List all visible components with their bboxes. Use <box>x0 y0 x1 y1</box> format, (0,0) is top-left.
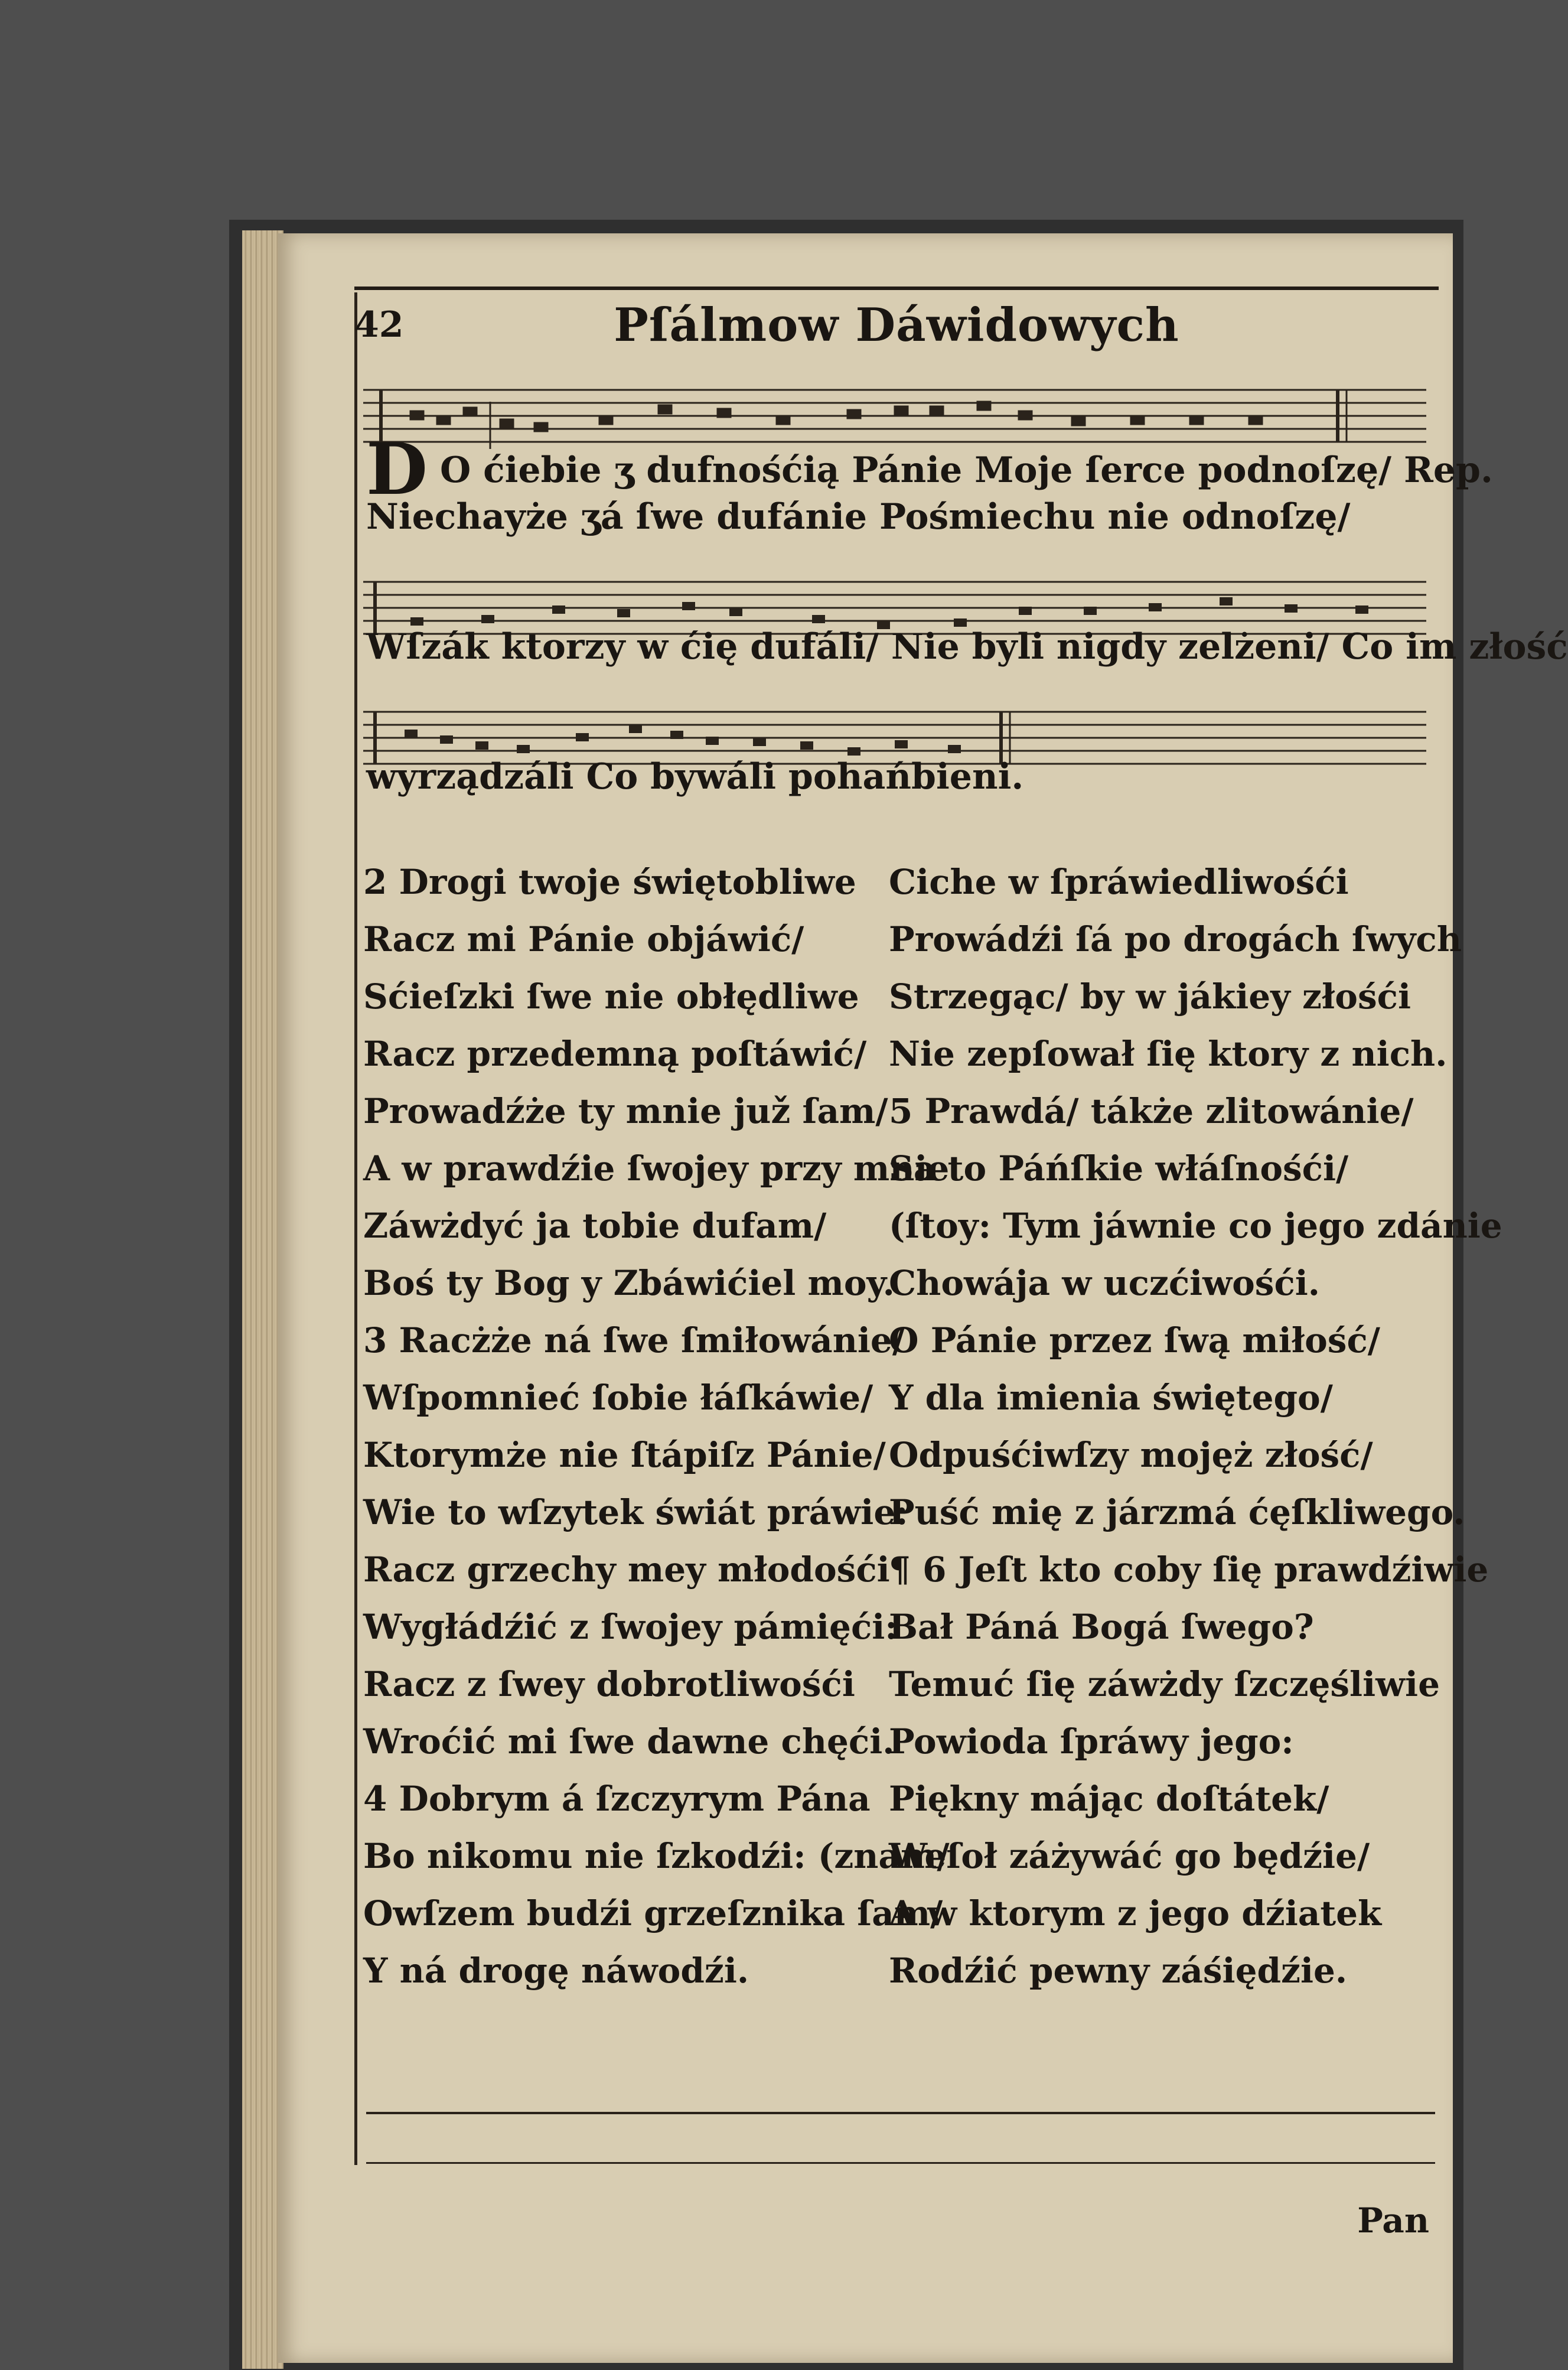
running-head <box>354 298 1439 363</box>
verse-line: Puść mię z járzmá ćęſkliwego. <box>889 1492 1465 1532</box>
verse-line: Y dla imienia świętego/ <box>889 1378 1333 1418</box>
decorated-initial: D <box>366 428 428 511</box>
verse-line: Bał Páná Bogá ſwego? <box>889 1607 1314 1647</box>
page-title: Pſálmow Dáwidowych <box>614 298 1179 352</box>
music-line-2: Niechayże ʒá ſwe dufánie Pośmiechu nie odnoſzę/ <box>366 496 1351 538</box>
bottom-rule-secondary <box>366 2162 1435 2164</box>
verse-line: Prowadźże ty mnie juž ſam/ <box>363 1091 888 1131</box>
verse-line: Owſzem budźi grzeſznika ſam/ <box>363 1893 943 1933</box>
verse-line: Nie zepſował ſię ktory z nich. <box>889 1034 1448 1074</box>
verse-line: Y ná drogę náwodźi. <box>363 1951 749 1991</box>
verse-line: O Pánie przez ſwą miłość/ <box>889 1320 1380 1360</box>
verse-line: ¶ 6 Jeſt kto coby ſię prawdźiwie <box>889 1549 1489 1590</box>
verse-line: Bo nikomu nie ſzkodźi: (znam/ <box>363 1836 950 1876</box>
bottom-rule <box>366 2112 1435 2114</box>
verse-line: 5 Prawdá/ tákże zlitowánie/ <box>889 1091 1414 1131</box>
catchword: Pan <box>1357 2200 1429 2241</box>
verse-line: Racz z ſwey dobrotliwośći <box>363 1664 855 1704</box>
refrain-mark: Rep. <box>1403 450 1493 491</box>
verse-line: Záwżdyć ja tobie dufam/ <box>363 1206 827 1246</box>
verse-line: Odpuśćiwſzy mojęż złość/ <box>889 1435 1373 1475</box>
verse-line: A w prawdźie ſwojey przy mnie <box>363 1148 950 1189</box>
verse-line: A w ktorym z jego dźiatek <box>889 1893 1382 1933</box>
page-number: 42 <box>354 304 404 346</box>
music-line-4: wyrządzáli Co bywáli pohańbieni. <box>366 756 1024 797</box>
verse-line: Ciche w ſpráwiedliwośći <box>889 862 1349 902</box>
header-rule <box>354 287 1439 290</box>
verse-line: Sćieſzki ſwe nie obłędliwe <box>363 976 859 1017</box>
verse-line: 4 Dobrym á ſzczyrym Pána <box>363 1779 871 1819</box>
verse-line: Chowája w uczćiwośći. <box>889 1263 1320 1303</box>
verse-line: Racz mi Pánie objáwić/ <box>363 919 804 959</box>
lyric-text-1: O ćiebie ʒ dufnośćią Pánie Moje ſerce podnoſzę/ <box>439 450 1392 491</box>
verse-line: Wygłádźić z ſwojey pámięći: <box>363 1607 898 1647</box>
music-line-1 <box>366 428 1493 511</box>
verse-line: Piękny májąc doſtátek/ <box>889 1779 1329 1819</box>
verse-line: Ktorymże nie ſtápiſz Pánie/ <box>363 1435 886 1475</box>
music-line-3: Wſzák ktorzy w ćię dufáli/ Nie byli nigdy zelżeni/ Co im złość <box>366 626 1568 668</box>
verse-line: Weſoł záżywáć go będźie/ <box>889 1836 1370 1876</box>
verse-line: Rodźić pewny záśiędźie. <box>889 1951 1348 1991</box>
verses-right-column <box>889 854 1502 2000</box>
frame-rule <box>354 292 357 2165</box>
verse-line: Temuć ſię záwżdy ſzczęśliwie <box>889 1664 1440 1704</box>
verse-line: Racz grzechy mey młodośći <box>363 1549 890 1590</box>
verse-line: 3 Racżże ná ſwe ſmiłowánie/ <box>363 1320 905 1360</box>
verse-line: Racz przedemną poſtáwić/ <box>363 1034 867 1074</box>
verse-line: (ſtoy: Tym jáwnie co jego zdánie <box>889 1206 1502 1246</box>
verse-line: Wſpomnieć ſobie łáſkáwie/ <box>363 1378 873 1418</box>
verse-line: Wie to wſzytek świát práwie: <box>363 1492 908 1532</box>
book-page <box>278 233 1568 2363</box>
verse-line: Wroćić mi ſwe dawne chęći. <box>363 1721 895 1762</box>
verse-line: Powioda ſpráwy jego: <box>889 1721 1294 1762</box>
verse-line: 2 Drogi twoje świętobliwe <box>363 862 856 902</box>
verse-line: Sa to Páńſkie włáſnośći/ <box>889 1148 1349 1189</box>
verses-left-column <box>363 854 950 2000</box>
verse-line: Strzegąc/ by w jákiey złośći <box>889 976 1411 1017</box>
verse-line: Boś ty Bog y Zbáwićiel moy. <box>363 1263 895 1303</box>
verse-line: Prowádźi ſá po drogách ſwych <box>889 919 1462 959</box>
